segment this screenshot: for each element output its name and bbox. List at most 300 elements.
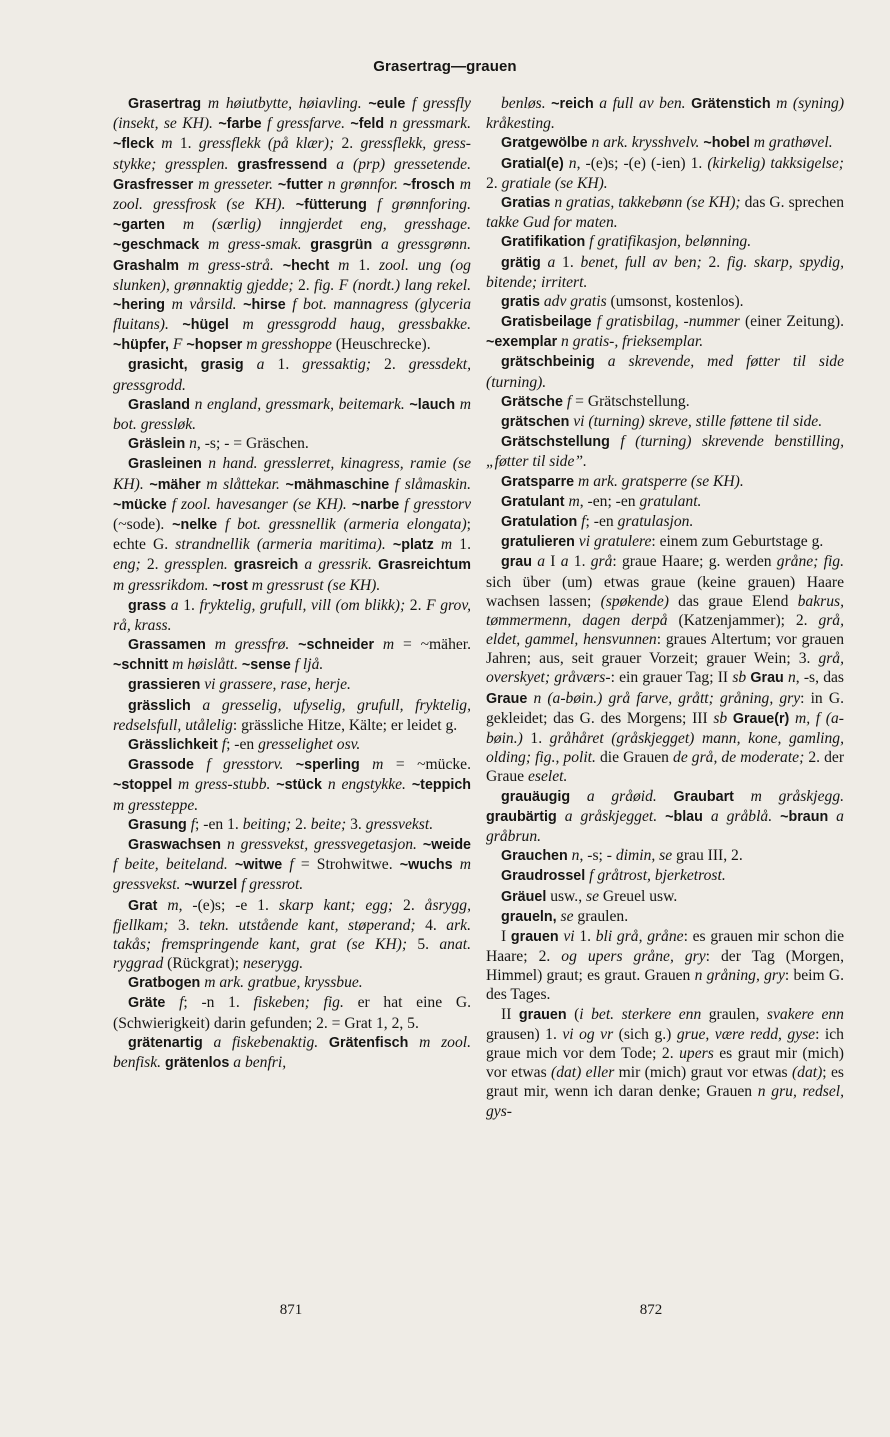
entry-text: ; es graut mir, wenn ich daran denke; Grauen <box>486 1064 844 1101</box>
entry-text: er hat eine G. (Schwierigkeit) darin gefunden; 2. = Grat 1, 2, 5. <box>113 994 471 1032</box>
dictionary-entry <box>113 454 471 595</box>
headword: graueln, <box>501 908 557 925</box>
dictionary-entry <box>486 866 844 886</box>
dictionary-entry <box>113 94 471 355</box>
translation-text: gråhåret (gråskjegget) mann, kone, gamling, olding; fig., polit. <box>486 730 844 767</box>
headword: ~braun <box>780 808 829 825</box>
translation-text: gressflekk, gress-stykke; gressplen. <box>113 135 471 173</box>
headword: ~platz <box>392 537 434 554</box>
translation-text: (kirkelig) takksigelse; <box>707 154 844 172</box>
translation-text: gressflekk (på klær); <box>198 135 335 153</box>
headword: Grätenfisch <box>328 1034 409 1051</box>
translation-text: a fiskebenaktig. <box>213 1033 319 1051</box>
entry-text: 1. <box>349 256 380 274</box>
headword: ~fleck <box>113 136 154 153</box>
translation-text: (dat) eller <box>551 1064 615 1082</box>
headword: Grassamen <box>128 637 206 654</box>
entry-text: : graue Haare; g. werden <box>612 553 777 571</box>
entry-text: = ~mäher. <box>394 636 472 654</box>
translation-text: n gressvekst, gressvegetasjon. <box>226 835 417 853</box>
headword: ~lauch <box>409 396 456 413</box>
entry-text: (Heuschrecke). <box>331 336 431 354</box>
translation-text: m vårsild. <box>171 295 237 313</box>
entry-text <box>301 236 310 253</box>
translation-text: a gressgrønn. <box>380 236 471 254</box>
translation-text: eselet. <box>528 768 568 786</box>
entry-text: 2. der Graue <box>486 749 845 786</box>
entry-text: (Rückgrat); <box>163 955 243 973</box>
translation-text: m <box>372 756 384 774</box>
translation-text: vi og vr <box>562 1025 614 1043</box>
translation-text: f gråtrost, bjerketrost. <box>589 867 726 885</box>
translation-text: n <box>787 669 796 687</box>
translation-text: n (a-bøin.) grå farve, grått; gråning, gry <box>533 689 801 707</box>
headword: grätschen <box>501 414 570 430</box>
entry-text: : grässliche Hitze, Kälte; er leidet g. <box>232 716 458 734</box>
dictionary-entry <box>113 696 471 735</box>
entry-text <box>772 808 780 825</box>
entry-text <box>286 196 296 213</box>
headword: ~hüpfer, <box>113 337 170 354</box>
right-column <box>486 94 844 1121</box>
translation-text: benet, full av ben; <box>580 253 702 271</box>
headword: ~mäher <box>149 476 201 493</box>
entry-text: 2. <box>405 596 427 614</box>
translation-text: og upers gråne, gry <box>561 948 706 966</box>
translation-text: f <box>179 994 184 1012</box>
entry-text: , -(e)s; -(e) (-ien) 1. <box>576 154 708 172</box>
entry-text: : der Tag (Morgen, Himmel) graut; es graut. Grauen <box>486 948 844 985</box>
headword: ~wuchs <box>399 857 453 874</box>
entry-text: : ich graue mich vor dem Tode; 2. <box>486 1025 844 1062</box>
translation-text: grue, være redd, gyse <box>676 1025 816 1043</box>
headword: Gratifikation <box>501 234 586 251</box>
entry-text <box>657 788 674 805</box>
translation-text: f <box>581 512 586 530</box>
dictionary-entry <box>113 434 471 454</box>
entry-text: ; -en 1. <box>195 815 243 833</box>
translation-text: m bot. gressløk. <box>113 395 471 433</box>
dictionary-entry <box>113 896 471 974</box>
headword: gratis <box>501 293 540 310</box>
entry-text: II <box>501 1005 519 1023</box>
entry-text: I <box>545 553 561 571</box>
headword: ~reich <box>551 96 594 112</box>
dictionary-entry <box>113 675 471 695</box>
entry-text: ; -en <box>585 512 618 530</box>
dictionary-entry <box>113 755 471 815</box>
entry-text: ; -n 1. <box>183 994 254 1012</box>
translation-text: n gråning, gry <box>694 967 785 985</box>
translation-text: f (turning) skrevende benstilling, „føtter til side”. <box>486 433 844 471</box>
entry-text: : graues Altertum; vor grauen Jahren; aus, seit grauer Vorzeit; grauer Wein; 3. <box>486 631 844 668</box>
headword: Gratulant <box>501 493 565 510</box>
page-number-right: 872 <box>639 1302 663 1318</box>
translation-text: m <box>568 492 580 510</box>
headword: ~garten <box>113 217 166 234</box>
translation-text: fig. skarp, spydig, bitende; irritert. <box>486 253 844 291</box>
headword: grassieren <box>128 677 201 694</box>
translation-text: vi (turning) skreve, stille føttene til side. <box>573 413 823 430</box>
translation-text: m gress-strå. <box>187 256 274 274</box>
entry-text <box>453 856 460 873</box>
translation-text: a gressrik. <box>304 556 372 574</box>
translation-text: strandnellik (armeria maritima). <box>175 536 386 554</box>
translation-text: bakrus, tømmermenn, dagen derpå <box>486 592 844 629</box>
translation-text: n gressmark. <box>389 115 471 133</box>
entry-text: graulen. <box>573 907 629 925</box>
entry-text <box>217 516 225 533</box>
translation-text: grå <box>590 553 613 571</box>
translation-text: benløs. <box>501 95 546 112</box>
headword: ~futter <box>277 176 323 193</box>
translation-text: F grov, rå, krass. <box>113 596 471 634</box>
dictionary-entry <box>486 352 844 391</box>
translation-text: a full av ben. <box>599 95 686 112</box>
headword: Grasreichtum <box>378 557 471 574</box>
entry-text: = Strohwitwe. <box>293 856 400 874</box>
headword: Grashalm <box>113 257 179 274</box>
headword: Grat <box>128 897 158 914</box>
entry-text: 1. <box>522 730 550 747</box>
entry-text <box>169 316 183 333</box>
headword: Grasland <box>128 396 190 413</box>
entry-text: grau III, 2. <box>672 847 743 865</box>
dictionary-entry <box>486 94 844 133</box>
headword: grauen <box>518 1006 567 1023</box>
dictionary-entry <box>113 395 471 434</box>
entry-text <box>318 1034 329 1051</box>
entry-text: es graut mir (mich) vor etwas <box>486 1045 844 1082</box>
translation-text: gratulant. <box>639 492 702 510</box>
headword: ~rost <box>212 577 248 594</box>
translation-text: grå, eldet, gammel, hensvunnen <box>486 611 844 649</box>
entry-text: = ~mücke. <box>383 756 471 774</box>
translation-text: m <box>167 896 179 914</box>
dictionary-entry <box>486 927 844 1005</box>
translation-text: f <box>221 736 227 753</box>
headword: ~sperling <box>295 757 360 774</box>
page-number-left: 871 <box>279 1302 303 1318</box>
headword: Grauchen <box>501 848 568 865</box>
entry-text <box>244 356 257 373</box>
headword: Gräte <box>128 995 166 1012</box>
translation-text: f bot. mannagress (glyceria fluitans). <box>113 295 471 334</box>
headword: ~exemplar <box>486 334 558 351</box>
headword: ~hering <box>113 296 166 313</box>
translation-text: n england, gressmark, beitemark. <box>194 395 405 413</box>
translation-text: m (særlig) inngjerdet eng, gresshage. <box>182 216 471 234</box>
entry-text <box>408 1034 419 1051</box>
translation-text: n grønnfor. <box>327 175 398 193</box>
entry-text <box>374 636 383 653</box>
entry-text: 1. <box>568 553 591 571</box>
running-header: Grasertrag—grauen <box>373 58 517 75</box>
translation-text: a <box>560 553 569 571</box>
entry-text: 1. <box>264 356 303 374</box>
translation-text: f gratisbilag, -nummer <box>596 313 740 331</box>
dictionary-entry <box>486 512 844 532</box>
headword: Grätschstellung <box>501 434 610 451</box>
translation-text: f bot. gressnellik (armeria elongata) <box>224 515 467 533</box>
entry-text <box>203 1034 214 1051</box>
entry-text <box>327 156 336 173</box>
headword: ~stück <box>276 777 322 794</box>
translation-text: n <box>568 154 577 172</box>
entry-text: 1. <box>452 536 471 554</box>
headword: ~stoppel <box>113 777 173 794</box>
translation-text: m gressrikdom. <box>113 576 209 594</box>
translation-text: vi <box>563 927 575 945</box>
entry-text: (einer Zeitung). <box>739 313 844 331</box>
translation-text: bli grå, gråne <box>595 927 684 945</box>
translation-text: m slåttekar. <box>206 475 280 493</box>
headword: Grässlichkeit <box>128 737 218 753</box>
dictionary-entry <box>486 887 844 907</box>
translation-text: a <box>256 356 265 374</box>
entry-text: sich über (um) etwas graue (keine grauen) Haare wachsen lassen; <box>486 573 844 610</box>
entry-text: grausen) 1. <box>486 1025 563 1043</box>
translation-text: ark. takås; fremspringende kant, grat (se KH); <box>113 916 471 953</box>
headword: Gratial(e) <box>501 155 564 172</box>
dictionary-entry <box>486 312 844 352</box>
dictionary-entry <box>113 835 471 896</box>
translation-text: (dat) <box>791 1064 823 1082</box>
translation-text: F <box>172 336 183 354</box>
translation-text: a gråskjegget. <box>564 807 658 825</box>
entry-text <box>434 536 441 553</box>
translation-text: m gresseter. <box>198 175 274 193</box>
translation-text: m gress-smak. <box>208 236 302 254</box>
translation-text: gratulasjon. <box>617 512 694 530</box>
translation-text: vi grassere, rase, herje. <box>204 676 351 694</box>
headword: ~fütterung <box>295 196 367 213</box>
dictionary-entry <box>486 292 844 312</box>
translation-text: m høiutbytte, høiavling. <box>207 95 362 112</box>
translation-text: f beite, beiteland. <box>113 856 228 874</box>
translation-text: gresselighet osv. <box>258 736 361 753</box>
translation-text: f gresstorv. <box>206 756 284 774</box>
headword: ~hopser <box>186 337 243 354</box>
headword: ~schneider <box>298 637 375 654</box>
entry-text <box>367 196 377 213</box>
dictionary-entry <box>486 253 844 292</box>
translation-text: gressaktig; <box>302 356 371 374</box>
translation-text: m grathøvel. <box>753 134 833 152</box>
translation-text: a gresselig, ufyselig, grufull, fryktelig, redselsfull, utålelig <box>113 696 471 734</box>
headword: grasicht, grasig <box>128 357 244 374</box>
dictionary-entry <box>486 154 844 193</box>
translation-text: m gress-stubb. <box>178 776 271 794</box>
headword: grätenartig <box>128 1034 203 1051</box>
translation-text: anat. ryggrad <box>113 935 471 973</box>
entry-text: , -s, das <box>795 669 845 687</box>
translation-text: m (syning) kråkesting. <box>486 95 845 133</box>
entry-text <box>610 433 621 450</box>
entry-text <box>405 95 412 112</box>
entry-text: , -s; - = Gräschen. <box>196 435 309 453</box>
headword: Grasertrag <box>128 96 202 112</box>
entry-text: 3. <box>168 916 200 934</box>
translation-text: n engstykke. <box>327 776 406 794</box>
translation-text: m <box>382 636 395 654</box>
entry-text: ( <box>566 1005 580 1023</box>
translation-text: grå, overskyet; gråværs- <box>486 650 844 687</box>
entry-text <box>165 216 183 233</box>
entry-text: (umsonst, kostenlos). <box>606 292 744 310</box>
translation-text: a <box>170 596 179 614</box>
translation-text: f <box>190 815 196 833</box>
entry-text: mir (mich) graut vor etwas <box>614 1064 792 1082</box>
translation-text: takke Gud for maten. <box>486 214 618 232</box>
translation-text: gratiale (se KH). <box>501 174 608 192</box>
headword: Gräslein <box>128 436 186 453</box>
entry-text <box>595 353 608 370</box>
dictionary-entry <box>486 1005 844 1121</box>
translation-text: svakere enn <box>766 1005 844 1023</box>
dictionary-entry <box>113 635 471 675</box>
headword: Graudrossel <box>501 868 586 885</box>
entry-text: (sich g.) <box>613 1025 677 1043</box>
headword: gratulieren <box>501 534 575 551</box>
headword: Gratsparre <box>501 473 575 490</box>
translation-text: a skrevende, med føtter til side (turning). <box>486 353 844 391</box>
headword: grasgrün <box>310 237 373 254</box>
dictionary-entry <box>113 973 471 993</box>
dictionary-entry <box>486 846 844 866</box>
headword: grätig <box>501 254 541 271</box>
translation-text: eng; <box>113 556 141 574</box>
translation-text: m gressvekst. <box>113 856 472 894</box>
entry-text: , -en; -en <box>579 492 640 510</box>
entry-text: : es grauen mir schon die Haare; 2. <box>486 927 845 966</box>
translation-text: a gråblå. <box>710 807 773 825</box>
entry-text <box>734 788 751 805</box>
headword: ~hügel <box>182 317 229 334</box>
translation-text: m gresshoppe <box>246 336 332 354</box>
dictionary-entry <box>113 815 471 835</box>
translation-text: tekn. utstående kant, støperand; <box>199 916 416 934</box>
headword: ~feld <box>350 116 385 133</box>
translation-text: f <box>566 392 572 410</box>
translation-text: m gressteppe. <box>113 796 199 814</box>
entry-text: : beim G. des Tages. <box>486 967 844 1004</box>
translation-text: n <box>189 435 197 453</box>
headword: grasreich <box>233 557 299 574</box>
translation-text: m ark. gratsperre (se KH). <box>578 472 744 490</box>
translation-text: fig. F (nordt.) lang rekel. <box>314 276 471 294</box>
entry-text: = Grätschstellung. <box>571 392 690 410</box>
entry-text: das graue Elend <box>668 592 798 610</box>
translation-text: sb <box>732 669 747 687</box>
dictionary-entry <box>486 552 844 786</box>
headword: Grau <box>750 670 784 687</box>
translation-text: fiskeben; fig. <box>253 994 344 1012</box>
entry-text <box>201 95 208 112</box>
translation-text: gressvekst. <box>365 815 434 833</box>
entry-text <box>557 808 565 825</box>
translation-text: sb <box>713 709 728 727</box>
headword: ~schnitt <box>113 657 169 674</box>
headword: Gratulation <box>501 513 578 530</box>
translation-text: åsrygg, fjellkam; <box>113 896 471 934</box>
entry-text: 1. <box>178 596 200 614</box>
translation-text: a benfri, <box>233 1054 287 1071</box>
headword: Graswachsen <box>128 836 221 853</box>
entry-text: 2. <box>486 174 502 192</box>
translation-text: gråne; fig. <box>776 553 844 571</box>
entry-text: , -(e)s; -e 1. <box>178 896 279 914</box>
translation-text: neserygg. <box>242 955 304 973</box>
translation-text: a gråbrun. <box>486 807 844 845</box>
entry-text: 4. <box>415 916 447 934</box>
headword: Grasung <box>128 816 187 833</box>
translation-text: m gråskjegg. <box>750 787 845 805</box>
translation-text: se <box>560 907 574 925</box>
dictionary-entry <box>486 432 844 471</box>
dictionary-entry <box>486 392 844 412</box>
translation-text: f gressrot. <box>241 876 304 894</box>
translation-text: m høislått. <box>172 656 238 674</box>
translation-text: f slåmaskin. <box>394 475 471 493</box>
entry-text: : einem zum Geburtstage g. <box>651 533 824 551</box>
dictionary-entry <box>486 532 844 552</box>
headword: Gratbogen <box>128 975 201 992</box>
headword: Gratias <box>501 194 551 211</box>
translation-text: a <box>537 553 546 571</box>
entry-text <box>228 856 235 873</box>
headword: Grätenstich <box>691 96 771 112</box>
translation-text: f ljå. <box>294 656 324 674</box>
translation-text: a <box>547 253 556 271</box>
entry-text: usw., <box>546 887 587 905</box>
translation-text: a (prp) gressetende. <box>336 155 471 173</box>
headword: ~eule <box>368 96 406 112</box>
translation-text: m <box>338 256 350 274</box>
translation-text: m zool. benfisk. <box>113 1033 472 1071</box>
headword: ~wurzel <box>184 877 238 894</box>
translation-text: m gressrust (se KH). <box>251 576 381 594</box>
translation-text: zool. ung (og slunken), grønnaktig gjedde; <box>113 256 471 294</box>
translation-text: n ark. krysshvelv. <box>591 134 700 152</box>
entry-text: graulen, <box>701 1005 767 1023</box>
headword: grauäugig <box>501 788 571 805</box>
entry-text <box>283 756 295 773</box>
translation-text: f zool. havesanger (se KH). <box>171 495 347 513</box>
entry-text: (~sode). <box>113 515 173 533</box>
translation-text: skarp kant; egg; <box>278 896 394 914</box>
translation-text: n gru, redsel, gys- <box>486 1083 844 1120</box>
entry-text: die Grauen <box>595 749 674 767</box>
headword: grasfressend <box>237 156 328 173</box>
translation-text: n hand. gresslerret, kinagress, ramie (se KH). <box>113 455 471 493</box>
entry-text <box>372 236 381 253</box>
headword: grässlich <box>128 697 191 714</box>
headword: Grasfresser <box>113 176 194 193</box>
headword: Graue <box>486 690 528 707</box>
headword: ~mähmaschine <box>285 476 390 493</box>
headword: Gräuel <box>501 888 547 905</box>
entry-text <box>229 316 243 333</box>
entry-text: 2. <box>293 276 315 294</box>
entry-text: (Katzenjammer); 2. <box>667 611 819 629</box>
entry-text <box>657 808 665 825</box>
entry-text: 2. <box>140 556 165 574</box>
entry-text: : ein grauer Tag; II <box>610 669 733 687</box>
translation-text: fryktelig, grufull, vill (om blikk); <box>199 596 406 614</box>
headword: ~hobel <box>703 135 750 152</box>
entry-text <box>191 697 203 714</box>
